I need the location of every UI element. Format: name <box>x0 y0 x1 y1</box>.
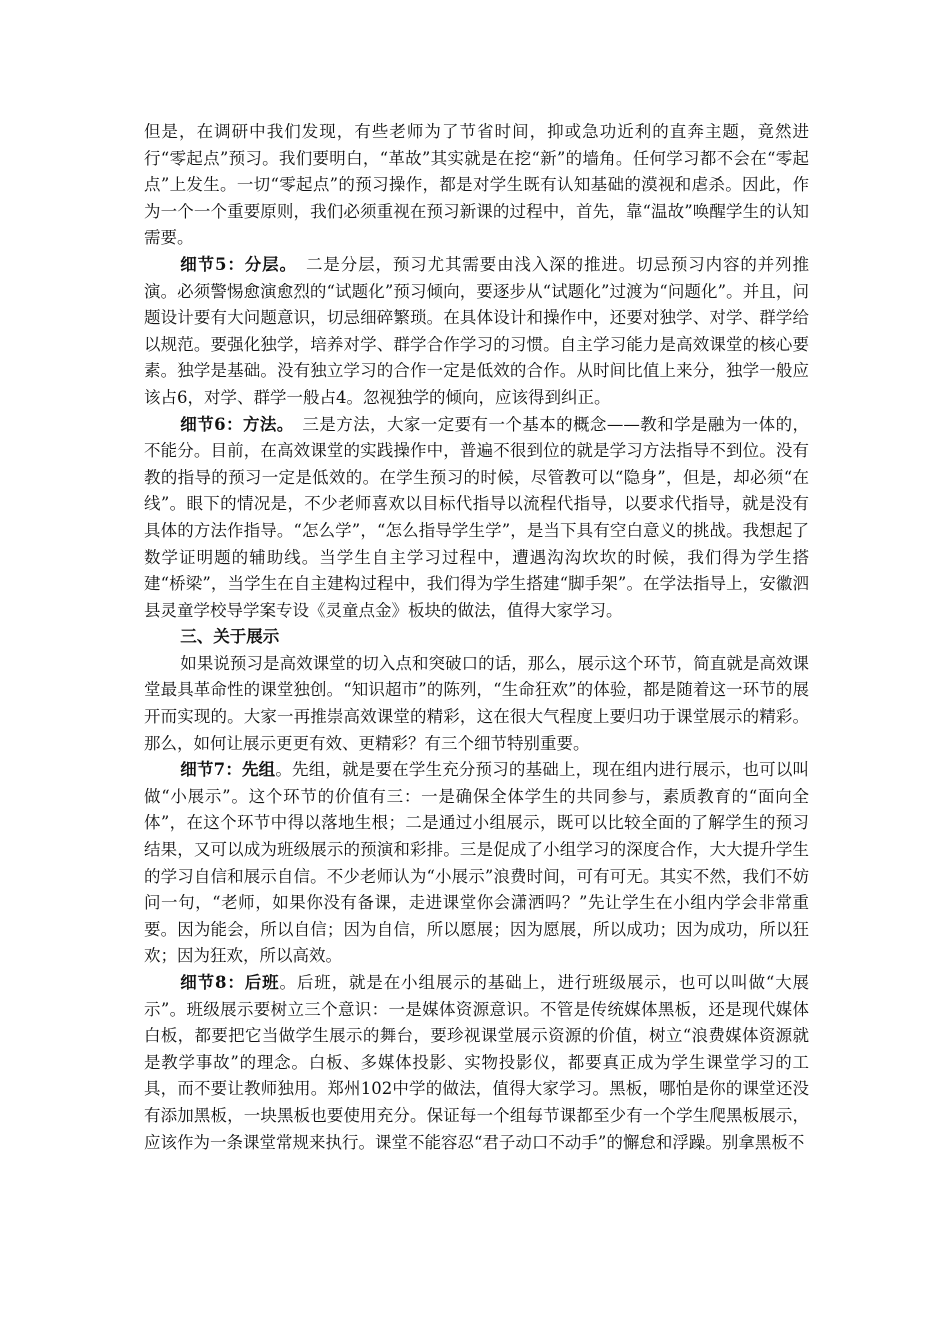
paragraph-1 <box>144 119 809 252</box>
paragraph-intro-display <box>144 651 809 757</box>
paragraph-detail-8 <box>144 970 809 1156</box>
detail-7-text: 。先组，就是要在学生充分预习的基础上，现在组内进行展示，也可以叫做“小展示”。这个环节的价值有三：一是确保全体学生的共同参与，素质教育的“面向全体”，在这个环节中得以落地生根；二是通过小组展示，既可以比较全面的了解学生的预习结果，又可以成为班级展示的预演和彩排。三是促成了小组学习的深度合作，大大提升学生的学习自信和展示自信。不少老师认为“小展示”浪费时间，可有可无。其实不然，我们不妨问一句，“老师，如果你没有备课，走进课堂你会潇洒吗？”先让学生在小组内学会非常重要。因为能会，所以自信；因为自信，所以愿展；因为愿展，所以成功；因为成功，所以狂欢；因为狂欢，所以高效。 <box>144 760 810 966</box>
paragraph-detail-6 <box>144 412 809 625</box>
detail-8-text: 。后班，就是在小组展示的基础上，进行班级展示，也可以叫做“大展示”。班级展示要树立三个意识：一是媒体资源意识。不管是传统媒体黑板，还是现代媒体白板，都要把它当做学生展示的舞台，要珍视课堂展示资源的价值，树立“浪费媒体资源就是教学事故”的理念。白板、多媒体投影、实物投影仪，都要真正成为学生课堂学习的工具，而不要让教师独用。郑州102中学的做法，值得大家学习。黑板，哪怕是你的课堂还没有添加黑板，一块黑板也要使用充分。保证每一个组每节课都至少有一个学生爬黑板展示，应该作为一条课堂常规来执行。课堂不能容忍“君子动口不动手”的懈怠和浮躁。别拿黑板不 <box>144 973 810 1152</box>
detail-7-heading: 细节7：先组 <box>180 760 276 780</box>
detail-8-heading: 细节8：后班 <box>180 973 280 992</box>
detail-5-heading: 细节5：分层。 <box>180 254 289 274</box>
paragraph-1-text: 但是，在调研中我们发现，有些老师为了节省时间，抑或急功近利的直奔主题，竟然进行“零起点”预习。我们要明白，“革故”其实就是在挖“新”的墙角。任何学习都不会在“零起点”上发生。一切“零起点”的预习操作，都是对学生既有认知基础的漠视和虐杀。因此，作为一个一个重要原则，我们必须重视在预习新课的过程中，首先，靠“温故”唤醒学生的认知需要。 <box>144 122 809 248</box>
document-page <box>144 119 809 1156</box>
detail-5-text: 二是分层，预习尤其需要由浅入深的推进。切忌预习内容的并列推演。必须警惕愈演愈烈的“试题化”预习倾向，要逐步从“试题化”过渡为“问题化”。并且，问题设计要有大问题意识，切忌细碎繁琐。在具体设计和操作中，还要对独学、对学、群学给以规范。要强化独学，培养对学、群学合作学习的习惯。自主学习能力是高效课堂的核心要素。独学是基础。没有独立学习的合作一定是低效的合作。从时间比值上来分，独学一般应该占6，对学、群学一般占4。忽视独学的倾向，应该得到纠正。 <box>144 254 810 407</box>
detail-6-text: 三是方法，大家一定要有一个基本的概念——教和学是融为一体的，不能分。目前，在高效课堂的实践操作中，普遍不很到位的就是学习方法指导不到位。没有教的指导的预习一定是低效的。在学生预习的时候，尽管教可以“隐身”，但是，却必须“在线”。眼下的情况是，不少老师喜欢以目标代指导以流程代指导，以要求代指导，就是没有具体的方法作指导。“怎么学”，“怎么指导学生学”，是当下具有空白意义的挑战。我想起了数学证明题的辅助线。当学生自主学习过程中，遭遇沟沟坎坎的时候，我们得为学生搭建“桥梁”，当学生在自主建构过程中，我们得为学生搭建“脚手架”。在学法指导上，安徽泗县灵童学校导学案专设《灵童点金》板块的做法，值得大家学习。 <box>144 414 810 620</box>
paragraph-detail-7 <box>144 757 809 970</box>
detail-6-heading: 细节6：方法。 <box>180 414 286 434</box>
paragraph-detail-5 <box>144 252 809 412</box>
intro-display-text: 如果说预习是高效课堂的切入点和突破口的话，那么，展示这个环节，简直就是高效课堂最具革命性的课堂独创。“知识超市”的陈列，“生命狂欢”的体验，都是随着这一环节的展开而实现的。大家一再推崇高效课堂的精彩，这在很大气程度上要归功于课堂展示的精彩。那么，如何让展示更更有效、更精彩？有三个细节特别重要。 <box>144 653 809 753</box>
section-title: 三、关于展示 <box>180 627 280 647</box>
